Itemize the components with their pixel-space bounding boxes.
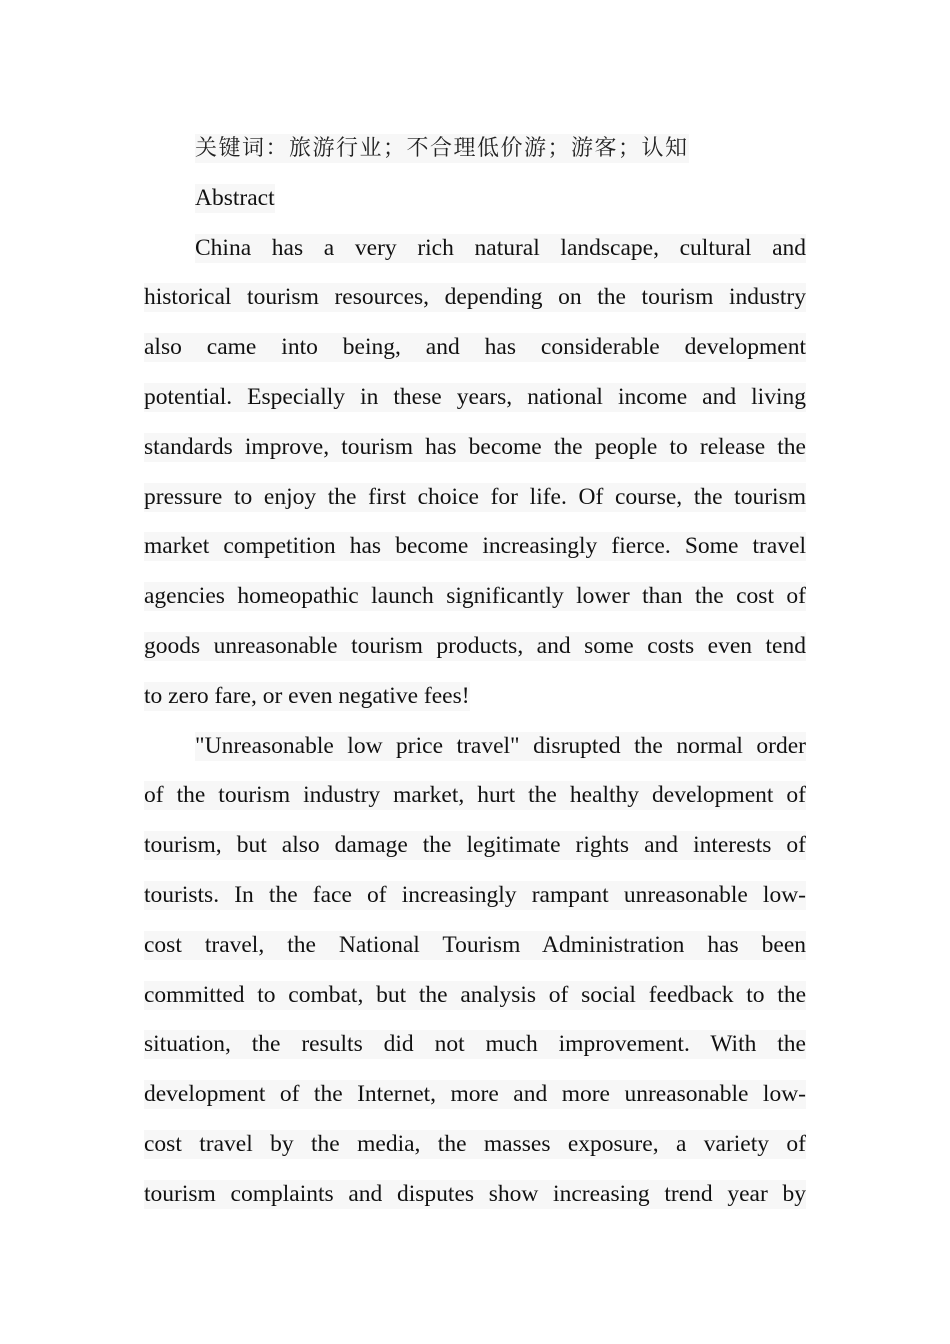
- document-page: [144, 134, 806, 1230]
- line-text: goods unreasonable tourism products, and some costs even tend: [144, 632, 806, 659]
- abstract-heading: Abstract: [195, 184, 275, 211]
- paragraph-line: [144, 682, 806, 732]
- paragraph-line: [144, 433, 806, 483]
- line-text: cost travel by the media, the masses exposure, a variety of: [144, 1130, 806, 1157]
- paragraph-line: [144, 881, 806, 931]
- line-text: of the tourism industry market, hurt the healthy development of: [144, 782, 806, 809]
- paragraph-line: [144, 1180, 806, 1230]
- line-text: potential. Especially in these years, national income and living: [144, 383, 806, 410]
- line-text: China has a very rich natural landscape, cultural and: [195, 234, 806, 261]
- paragraph-line: [144, 582, 806, 632]
- paragraph-line: [144, 1080, 806, 1130]
- paragraph-line: [144, 732, 806, 782]
- paragraph-line: [144, 931, 806, 981]
- paragraph-line: [144, 483, 806, 533]
- paragraph-line: [144, 1130, 806, 1180]
- paragraph-line: [144, 532, 806, 582]
- line-text: to zero fare, or even negative fees!: [144, 682, 470, 709]
- line-text: development of the Internet, more and more unreasonable low-: [144, 1081, 806, 1108]
- paragraph-line: [144, 831, 806, 881]
- line-text: tourists. In the face of increasingly rampant unreasonable low-: [144, 881, 806, 908]
- line-text: cost travel, the National Tourism Administration has been: [144, 931, 806, 958]
- line-text: tourism complaints and disputes show increasing trend year by: [144, 1180, 806, 1207]
- line-text: pressure to enjoy the first choice for life. Of course, the tourism: [144, 483, 806, 510]
- line-text: committed to combat, but the analysis of social feedback to the: [144, 981, 806, 1008]
- line-text: standards improve, tourism has become the people to release the: [144, 433, 806, 460]
- line-text: agencies homeopathic launch significantly lower than the cost of: [144, 583, 806, 610]
- paragraph-line: [144, 383, 806, 433]
- paragraph-line: [144, 981, 806, 1031]
- line-text: also came into being, and has considerable development: [144, 334, 806, 361]
- paragraph-line: [144, 632, 806, 682]
- paragraph-line: [144, 283, 806, 333]
- paragraph-line: [144, 333, 806, 383]
- keywords-line: 关键词：旅游行业；不合理低价游；游客；认知: [195, 136, 689, 161]
- paragraph-line: [144, 234, 806, 284]
- line-text: tourism, but also damage the legitimate rights and interests of: [144, 832, 806, 859]
- paragraph-line: [144, 781, 806, 831]
- paragraph-line: [144, 1030, 806, 1080]
- line-text: historical tourism resources, depending on the tourism industry: [144, 284, 806, 311]
- line-text: market competition has become increasingly fierce. Some travel: [144, 533, 806, 560]
- line-text: "Unreasonable low price travel" disrupted the normal order: [195, 732, 806, 759]
- line-text: situation, the results did not much improvement. With the: [144, 1031, 806, 1058]
